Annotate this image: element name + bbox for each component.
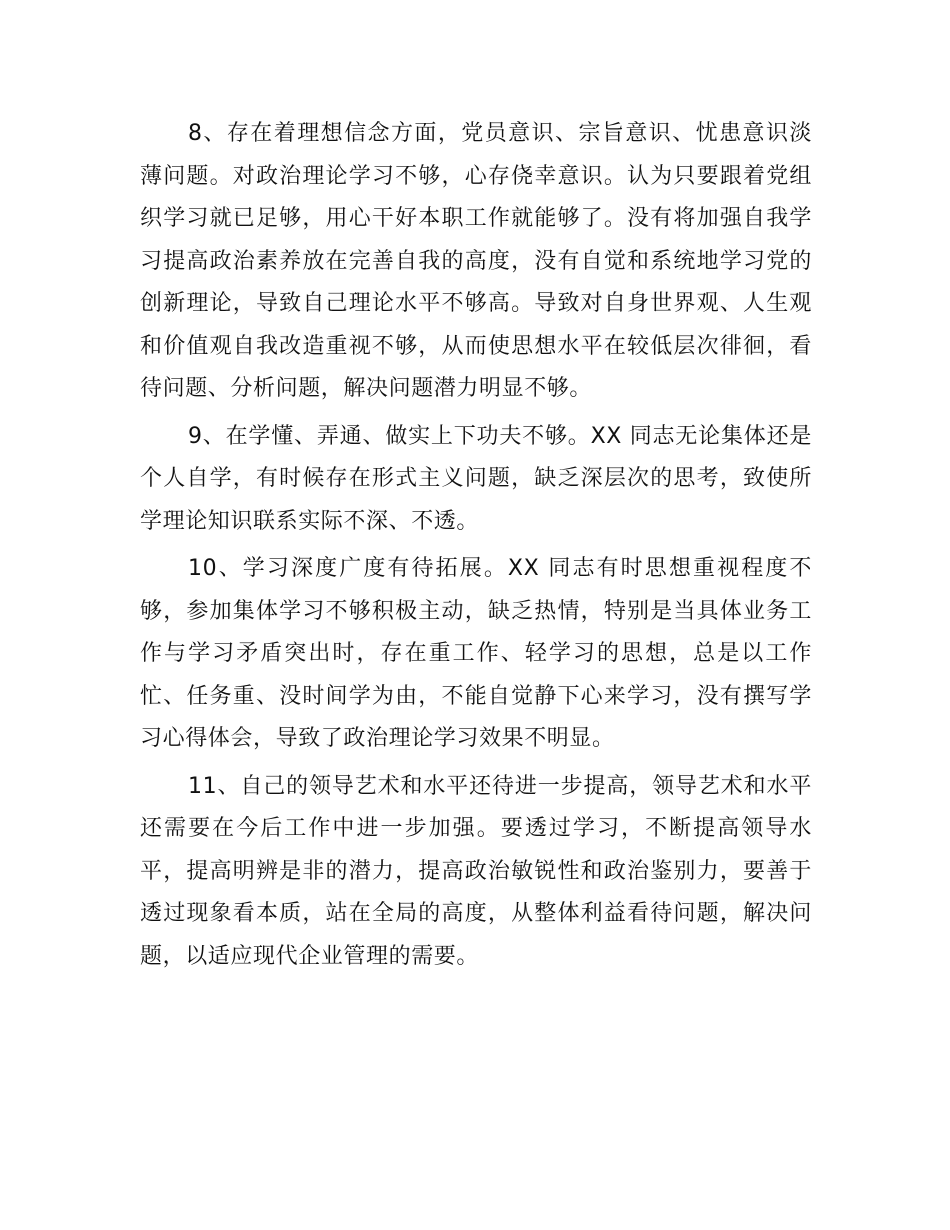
paragraph-item-8: 8、存在着理想信念方面，党员意识、宗旨意识、忧患意识淡薄问题。对政治理论学习不够，心存侥幸意识。认为只要跟着党组织学习就已足够，用心干好本职工作就能够了。没有将加强自我学习提高政治素养放在完善自我的高度，没有自觉和系统地学习党的创新理论，导致自己理论水平不够高。导致对自身世界观、人生观和价值观自我改造重视不够，从而使思想水平在较低层次徘徊，看待问题、分析问题，解决问题潜力明显不够。 <box>140 121 812 401</box>
paragraph-item-9: 9、在学懂、弄通、做实上下功夫不够。XX 同志无论集体还是个人自学，有时候存在形式主义问题，缺乏深层次的思考，致使所学理论知识联系实际不深、不透。 <box>140 423 812 534</box>
paragraph-item-10: 10、学习深度广度有待拓展。XX 同志有时思想重视程度不够，参加集体学习不够积极主动，缺乏热情，特别是当具体业务工作与学习矛盾突出时，存在重工作、轻学习的思想，总是以工作忙、任务重、没时间学为由，不能自觉静下心来学习，没有撰写学习心得体会，导致了政治理论学习效果不明显。 <box>140 556 812 751</box>
document-body <box>140 113 812 983</box>
paragraph-item-11: 11、自己的领导艺术和水平还待进一步提高，领导艺术和水平还需要在今后工作中进一步加强。要透过学习，不断提高领导水平，提高明辨是非的潜力，提高政治敏锐性和政治鉴别力，要善于透过现象看本质，站在全局的高度，从整体利益看待问题，解决问题，以适应现代企业管理的需要。 <box>140 773 812 969</box>
